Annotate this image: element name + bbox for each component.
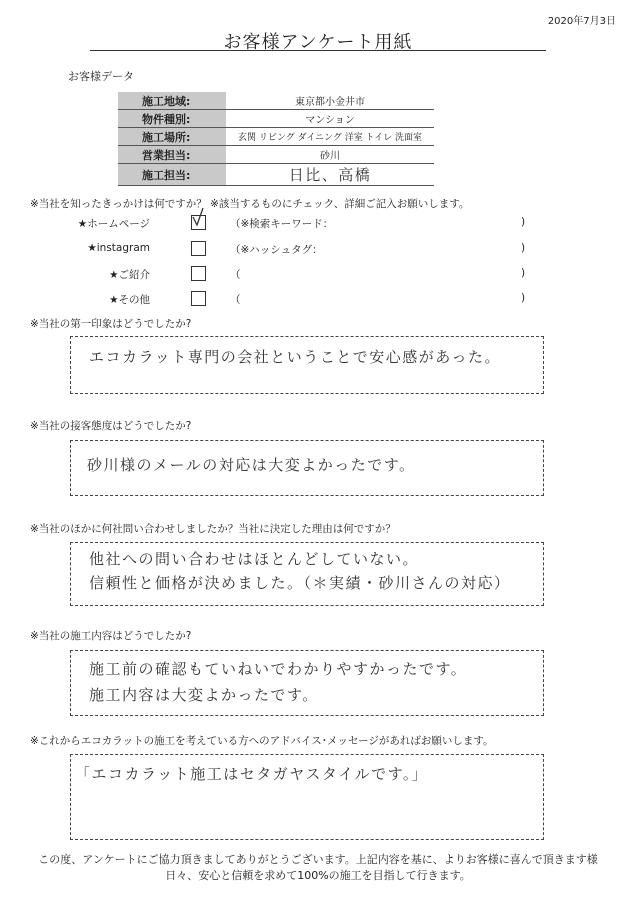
option-instagram-detail: （※ハッシュタグ：: [230, 244, 323, 256]
survey-date: 2020年7月3日: [547, 16, 616, 27]
answer-box-advice-message[interactable]: [70, 754, 544, 840]
row-label: 施工担当:: [118, 164, 226, 186]
option-homepage-label: ★ホームページ: [77, 218, 150, 230]
table-row: [118, 146, 434, 164]
row-value: マンション: [226, 110, 434, 128]
row-label: 施工場所:: [118, 128, 226, 146]
referral-checkbox[interactable]: [191, 266, 206, 281]
option-referral-label: ★ご紹介: [109, 269, 150, 281]
question-other-companies: ※当社のほかに何社問い合わせしましたか？当社に決定した理由は何ですか？: [30, 523, 396, 535]
answer-box-first-impression[interactable]: [70, 336, 544, 394]
table-row: [118, 164, 434, 186]
row-value: 玄関 リビング ダイニング 洋室 トイレ 洗面室: [226, 128, 434, 146]
option-other-label: ★その他: [109, 294, 150, 306]
answer-other-companies-line2: 信頼性と価格が決めました。（＊実績・砂川さんの対応）: [89, 574, 511, 592]
other-checkbox[interactable]: [191, 291, 206, 306]
option-close-paren: ): [521, 242, 526, 254]
instagram-checkbox[interactable]: [191, 241, 206, 256]
option-instagram-label: ★instagram: [87, 242, 150, 254]
option-close-paren: ): [521, 292, 526, 304]
answer-box-other-companies[interactable]: [70, 542, 544, 606]
page-title: お客様アンケート用紙: [223, 32, 413, 53]
answer-service-attitude: 砂川様のメールの対応は大変よかったです。: [87, 456, 416, 474]
question-how-found: ※当社を知ったきっかけは何ですか？ ※該当するものにチェック、詳細ご記入お願いします。: [30, 198, 470, 210]
installer-handwritten: 日比、高橋: [226, 164, 434, 186]
answer-box-construction-quality[interactable]: [70, 650, 544, 716]
customer-data-label: お客様データ: [68, 70, 134, 83]
footer-line-1: この度、アンケートにご協力頂きましてありがとうございます。上記内容を基に、よりお客様に喜んで頂きます様: [38, 853, 598, 866]
table-row: [118, 110, 434, 128]
table-row: [118, 128, 434, 146]
question-advice-message: ※これからエコカラットの施工を考えている方へのアドバイス･メッセージがあればお願いします。: [30, 735, 494, 747]
answer-advice-message: 「エコカラット施工はセタガヤスタイルです。」: [75, 765, 429, 783]
option-referral-detail: （: [230, 269, 241, 281]
row-label: 物件種別:: [118, 110, 226, 128]
option-close-paren: ): [521, 267, 526, 279]
row-value: 砂川: [226, 146, 434, 164]
question-first-impression: ※当社の第一印象はどうでしたか?: [30, 318, 192, 330]
question-service-attitude: ※当社の接客態度はどうでしたか?: [30, 420, 192, 432]
answer-other-companies-line1: 他社への問い合わせはほとんどしていない。: [89, 550, 420, 568]
title-underline: [90, 50, 546, 51]
row-value: 東京都小金井市: [226, 92, 434, 110]
footer-line-2: 日々、安心と信頼を求めて100%の施工を目指して行きます。: [165, 869, 471, 882]
answer-construction-quality-line2: 施工内容は大変よかったです。: [89, 686, 319, 704]
answer-box-service-attitude[interactable]: [70, 440, 544, 496]
row-label: 施工地域:: [118, 92, 226, 110]
question-construction-quality: ※当社の施工内容はどうでしたか?: [30, 630, 192, 642]
table-row: [118, 92, 434, 110]
row-label: 営業担当:: [118, 146, 226, 164]
answer-first-impression: エコカラット専門の会社ということで安心感があった。: [89, 348, 502, 366]
option-other-detail: （: [230, 294, 241, 306]
checkmark-icon: [191, 208, 207, 228]
answer-construction-quality-line1: 施工前の確認もていねいでわかりやすかったです。: [89, 660, 468, 678]
customer-data-table: [118, 92, 434, 186]
option-close-paren: ): [521, 216, 526, 228]
homepage-checkbox[interactable]: [191, 215, 206, 230]
option-homepage-detail: （※検索キーワード：: [230, 218, 334, 230]
